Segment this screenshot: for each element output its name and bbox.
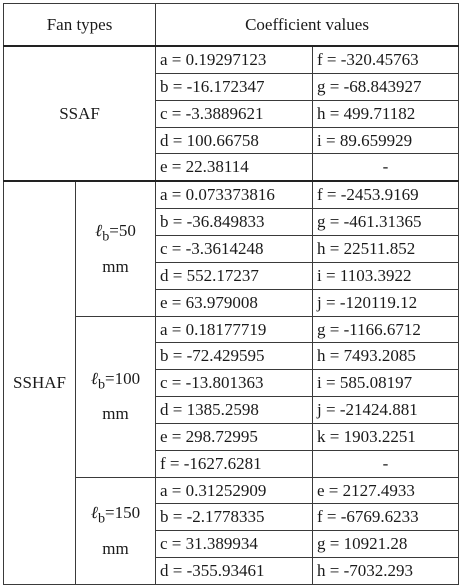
- coef-cell: d = 1385.2598: [156, 397, 313, 424]
- coef-cell: g = -461.31365: [313, 209, 459, 236]
- subtype-unit: mm: [102, 404, 129, 424]
- coef-cell: g = 10921.28: [313, 531, 459, 558]
- coef-cell-empty: -: [313, 154, 459, 181]
- header-row: [4, 4, 459, 47]
- header-fan-types: Fan types: [4, 4, 156, 47]
- ell-symbol: ℓ: [90, 503, 98, 523]
- coef-cell: a = 0.19297123: [156, 46, 313, 73]
- table-row: [4, 46, 459, 73]
- coef-cell: e = 22.38114: [156, 154, 313, 181]
- coef-cell: i = 585.08197: [313, 370, 459, 397]
- coef-cell: j = -120119.12: [313, 289, 459, 316]
- coef-cell: h = 22511.852: [313, 236, 459, 263]
- subscript: b: [97, 510, 106, 527]
- subscript: b: [97, 376, 106, 393]
- coef-cell: f = -320.45763: [313, 46, 459, 73]
- coef-cell: g = -68.843927: [313, 73, 459, 100]
- coef-cell: d = 100.66758: [156, 127, 313, 154]
- header-coefficient-values: Coefficient values: [156, 4, 459, 47]
- coef-cell: a = 0.073373816: [156, 181, 313, 208]
- coef-cell: a = 0.18177719: [156, 316, 313, 343]
- coef-cell: e = 2127.4933: [313, 477, 459, 504]
- table-row: [4, 181, 459, 208]
- coef-cell: d = 552.17237: [156, 263, 313, 290]
- coef-cell: e = 298.72995: [156, 423, 313, 450]
- subscript: b: [102, 228, 110, 245]
- subtype-value: =150: [105, 503, 141, 523]
- subtype-value: =100: [105, 368, 141, 388]
- fan-type-sshaf: SSHAF: [4, 181, 76, 584]
- coef-cell: f = -2453.9169: [313, 181, 459, 208]
- coef-cell: k = 1903.2251: [313, 423, 459, 450]
- table-body: [4, 46, 459, 585]
- coef-cell: c = 31.389934: [156, 531, 313, 558]
- ell-symbol: ℓ: [95, 221, 103, 241]
- coef-cell: i = 1103.3922: [313, 263, 459, 290]
- coef-cell: f = -1627.6281: [156, 450, 313, 477]
- coef-cell: h = 7493.2085: [313, 343, 459, 370]
- subtype-lb-150: [76, 477, 156, 584]
- subtype-lb-50: [76, 181, 156, 316]
- coef-cell-empty: -: [313, 450, 459, 477]
- subtype-unit: mm: [102, 538, 129, 558]
- coef-cell: b = -16.172347: [156, 73, 313, 100]
- coef-cell: c = -3.3889621: [156, 100, 313, 127]
- coef-cell: d = -355.93461: [156, 558, 313, 585]
- coef-cell: f = -6769.6233: [313, 504, 459, 531]
- coef-cell: b = -72.429595: [156, 343, 313, 370]
- coef-cell: e = 63.979008: [156, 289, 313, 316]
- coefficient-table: [3, 3, 459, 585]
- subtype-unit: mm: [102, 256, 129, 276]
- coef-cell: h = 499.71182: [313, 100, 459, 127]
- subtype-lb-100: [76, 316, 156, 477]
- coef-cell: c = -3.3614248: [156, 236, 313, 263]
- coef-cell: b = -36.849833: [156, 209, 313, 236]
- coef-cell: c = -13.801363: [156, 370, 313, 397]
- subtype-value: =50: [109, 221, 136, 241]
- coef-cell: b = -2.1778335: [156, 504, 313, 531]
- coef-cell: g = -1166.6712: [313, 316, 459, 343]
- ell-symbol: ℓ: [90, 368, 98, 388]
- coef-cell: j = -21424.881: [313, 397, 459, 424]
- coef-cell: h = -7032.293: [313, 558, 459, 585]
- coef-cell: a = 0.31252909: [156, 477, 313, 504]
- fan-type-ssaf: SSAF: [4, 46, 156, 181]
- coef-cell: i = 89.659929: [313, 127, 459, 154]
